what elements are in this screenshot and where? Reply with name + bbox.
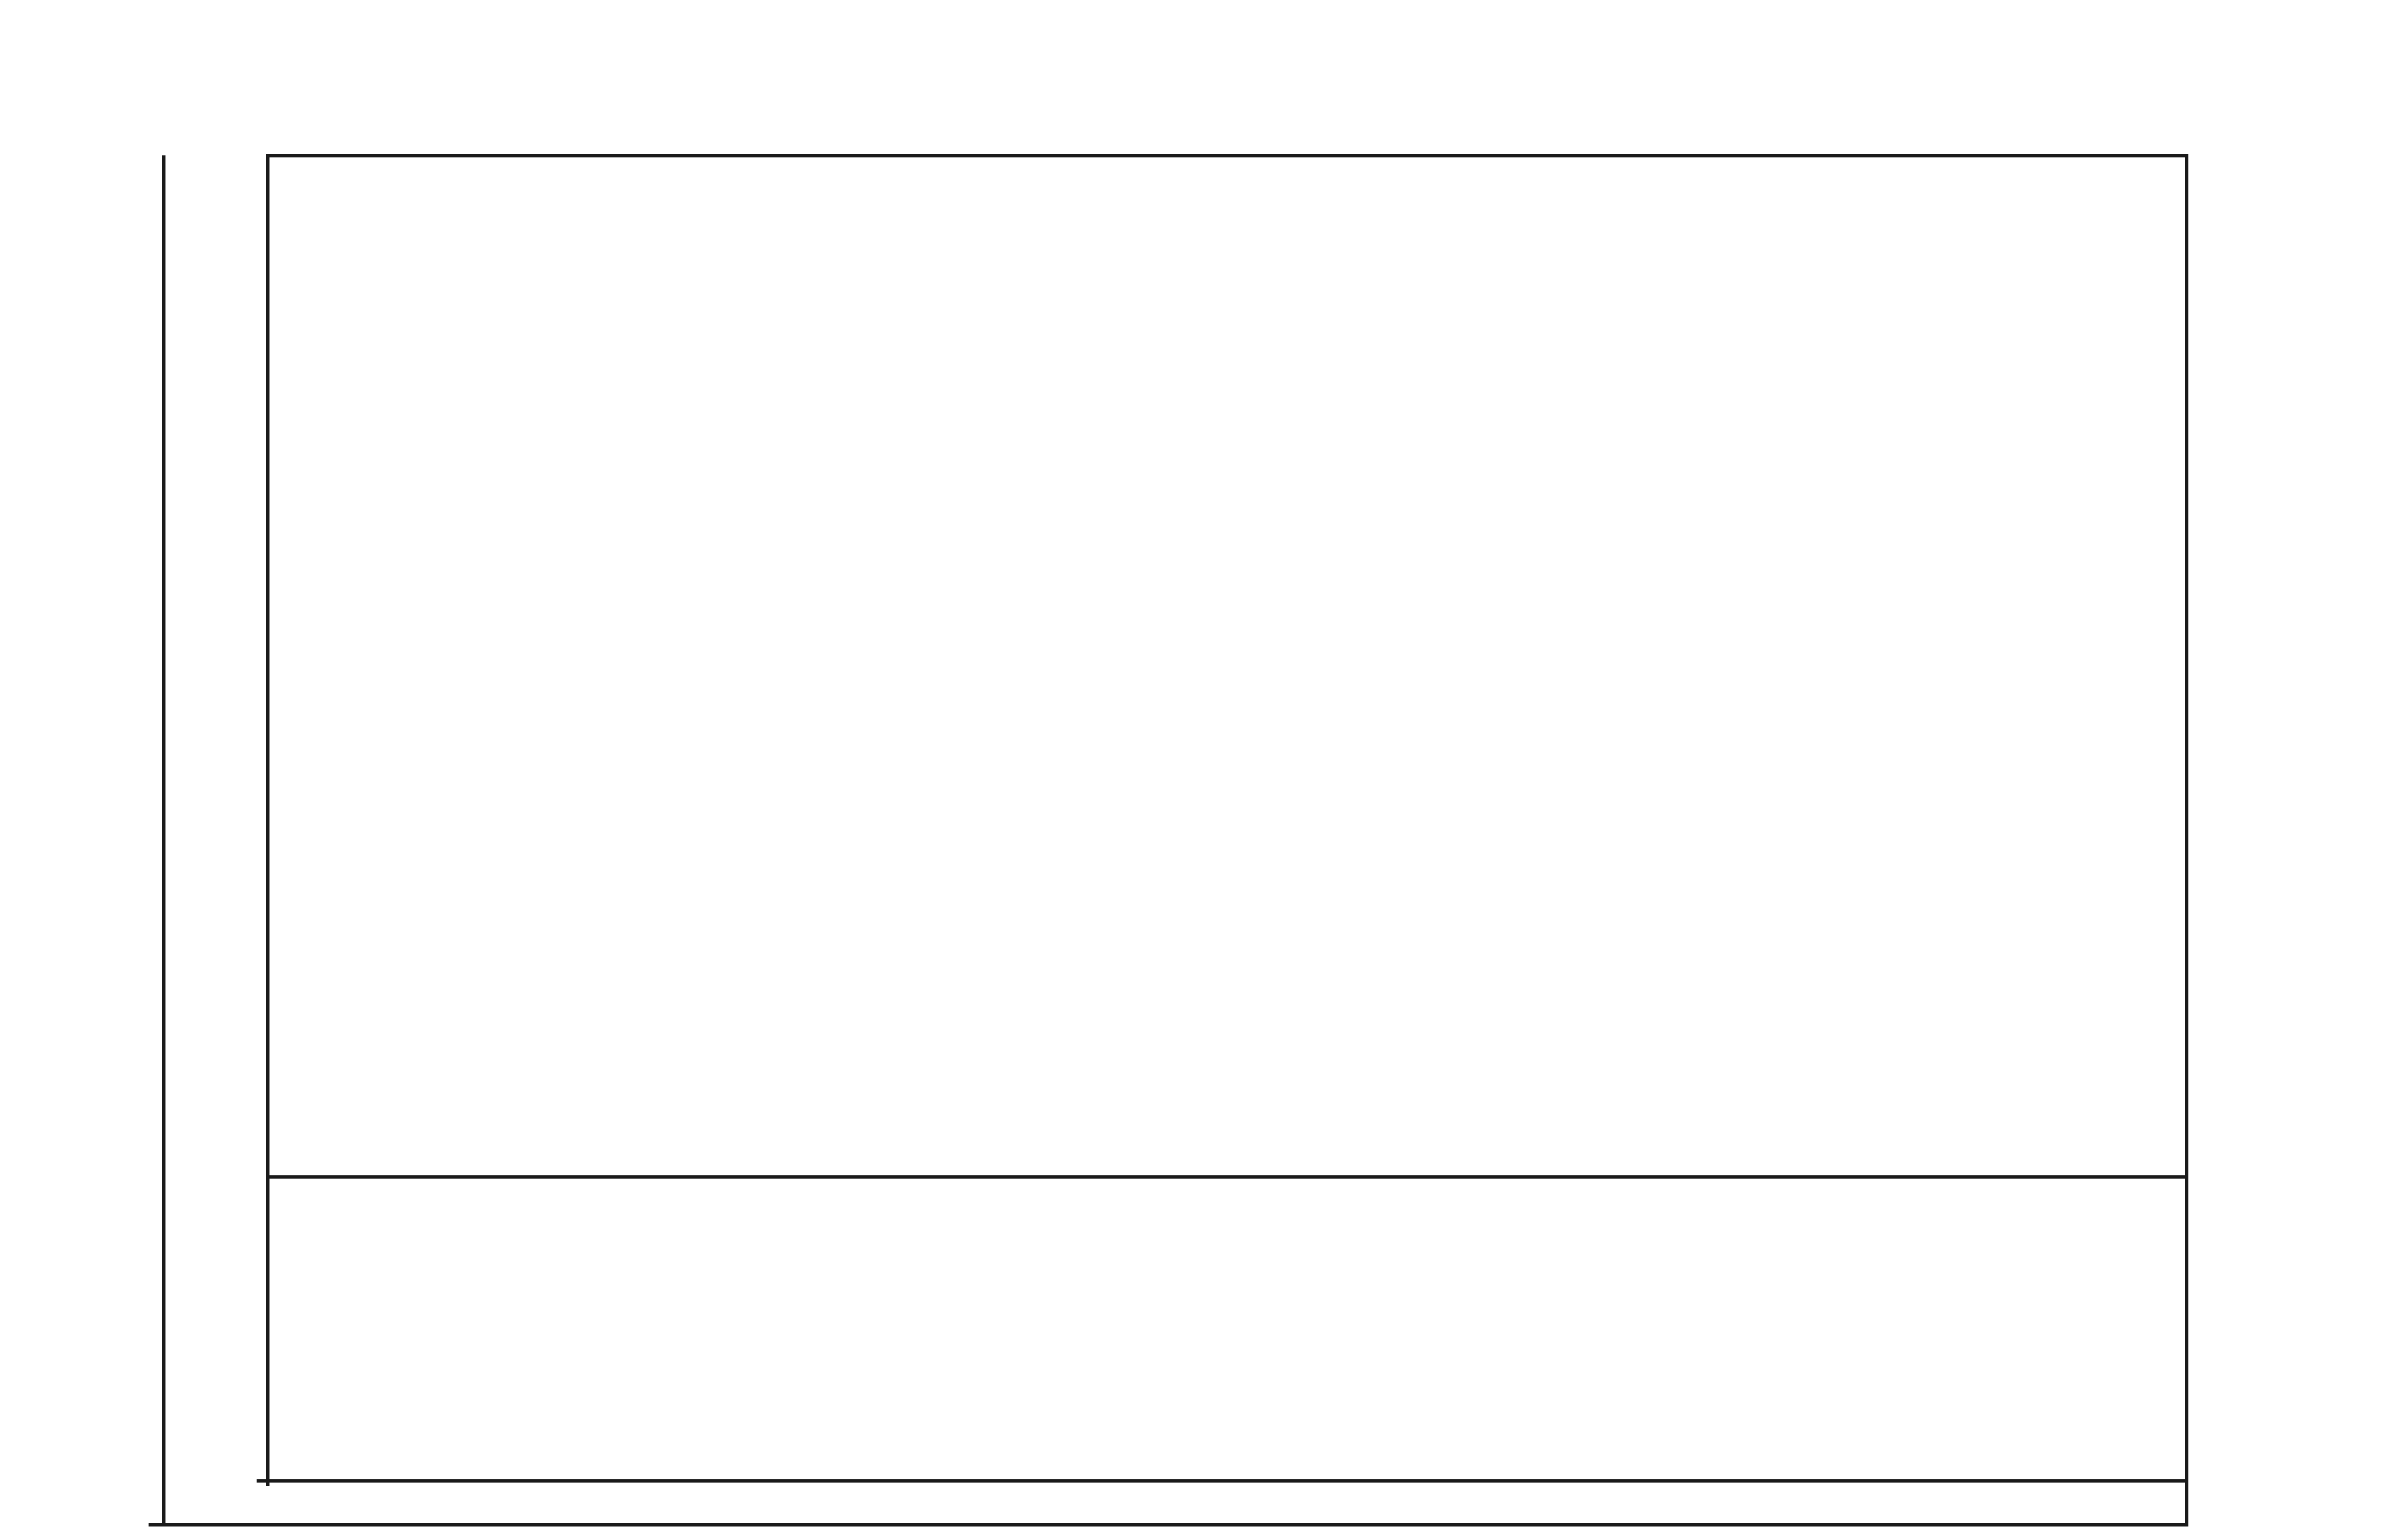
- table-left: [266, 155, 269, 1486]
- table-bottom: [266, 1175, 2188, 1179]
- table-top: [266, 154, 2188, 157]
- table-right: [2185, 154, 2188, 1526]
- titleblock-bottom: [257, 1479, 2188, 1483]
- frame-bottom: [149, 1523, 2188, 1526]
- frame-left: [162, 155, 165, 1526]
